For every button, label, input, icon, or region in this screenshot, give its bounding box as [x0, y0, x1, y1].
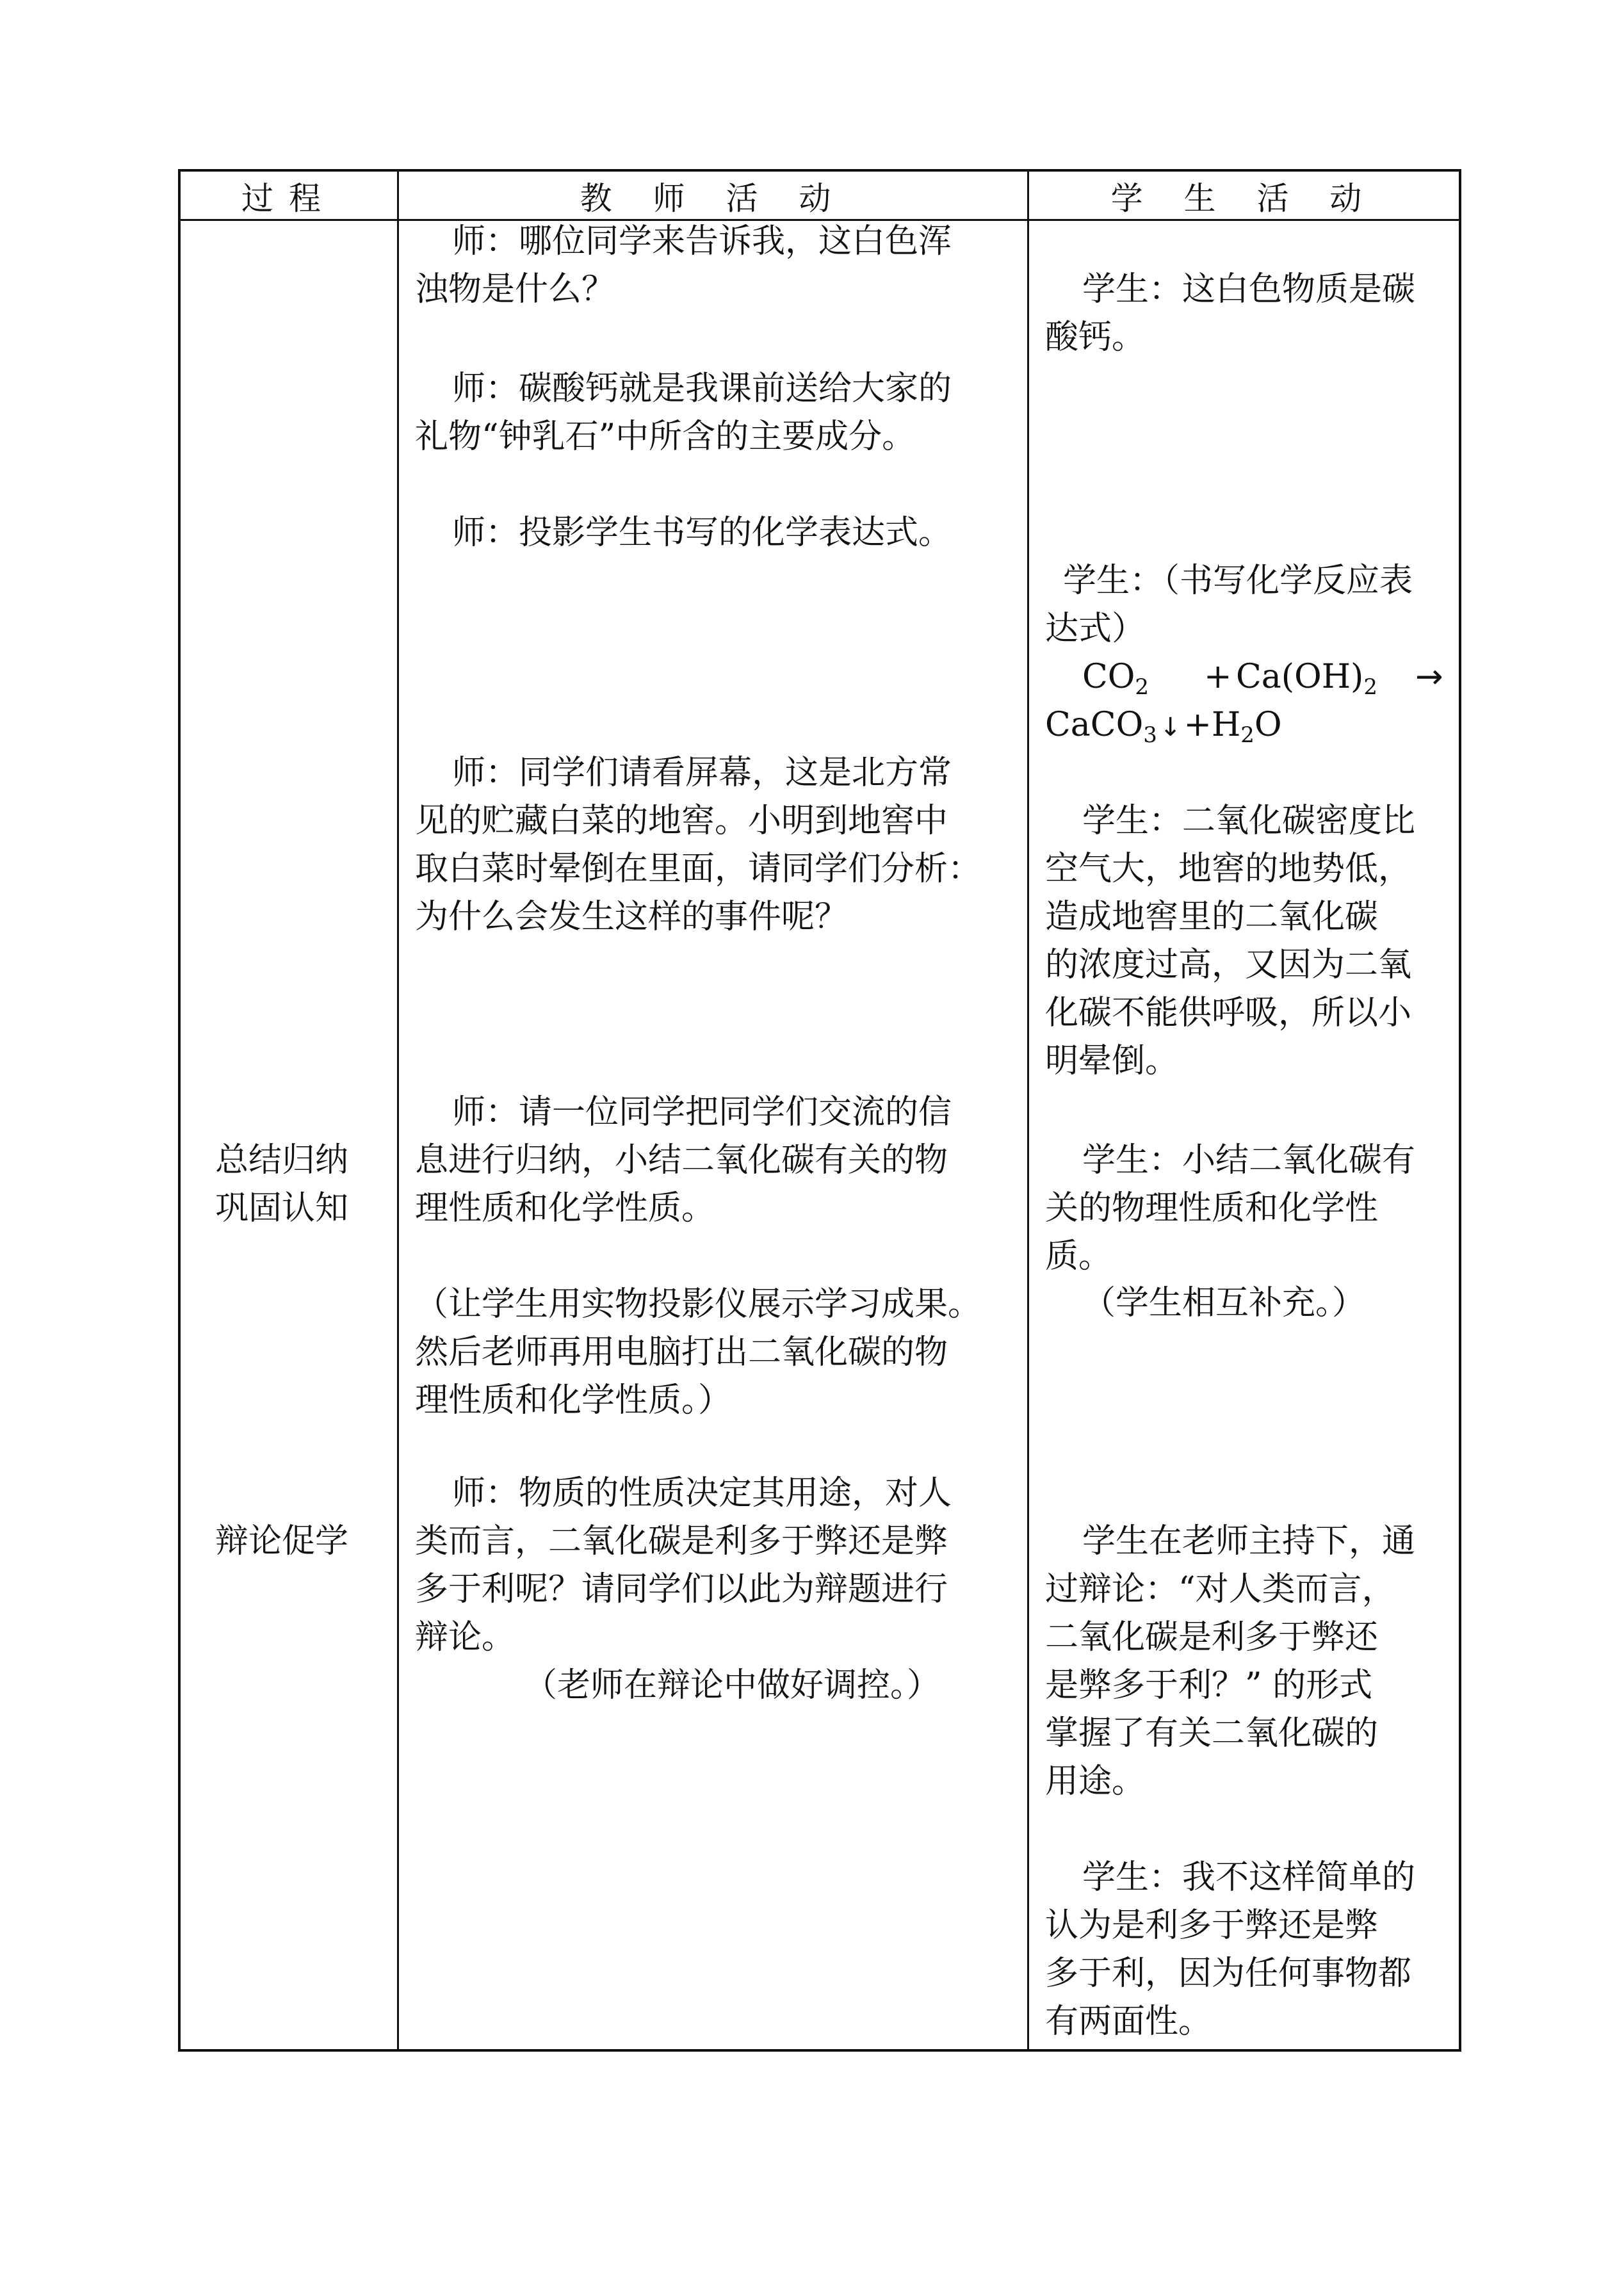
header-teacher-activity: [399, 170, 1027, 222]
teacher-question-1-line2: 浊物是什么？: [415, 270, 615, 309]
student-answer-6-line1: 学生在老师主持下，通: [1082, 1522, 1416, 1561]
header-process-label: 过程: [241, 180, 336, 217]
student-answer-4-line1: 学生：小结二氧化碳有: [1082, 1141, 1416, 1180]
student-answer-3-line1: 学生：二氧化碳密度比: [1082, 802, 1416, 840]
teacher-question-7-line2: 类而言，二氧化碳是利多于弊还是弊: [415, 1522, 948, 1561]
student-answer-6-line5: 掌握了有关二氧化碳的: [1045, 1714, 1379, 1753]
student-answer-2-line1: 学生：（书写化学反应表: [1063, 562, 1413, 600]
student-answer-6-line2: 过辩论：“对人类而言，: [1045, 1570, 1395, 1609]
student-answer-3-line4: 的浓度过高，又因为二氧: [1045, 946, 1412, 984]
equation-arrow: →: [1415, 658, 1443, 696]
student-answer-3-line2: 空气大，地窖的地势低，: [1045, 850, 1412, 888]
teacher-remark-2-line1: 师：碳酸钙就是我课前送给大家的: [452, 369, 952, 408]
teacher-note-6-line2: 然后老师再用电脑打出二氧化碳的物: [415, 1333, 948, 1372]
process-stage-summary-line2: 巩固认知: [215, 1189, 349, 1228]
student-answer-1-line2: 酸钙。: [1045, 318, 1146, 357]
student-answer-4-line3: 质。: [1045, 1237, 1112, 1276]
student-answer-3-line6: 明晕倒。: [1045, 1042, 1179, 1080]
teacher-question-1-line1: 师：哪位同学来告诉我，这白色浑: [452, 222, 952, 261]
process-stage-summary-line1: 总结归纳: [215, 1141, 349, 1180]
teacher-instruction-5-line1: 师：请一位同学把同学们交流的信: [452, 1093, 952, 1131]
teacher-question-7-line1: 师：物质的性质决定其用途，对人: [452, 1474, 952, 1512]
student-answer-2-line2: 达式）: [1045, 610, 1146, 648]
teacher-instruction-5-line2: 息进行归纳，小结二氧化碳有关的物: [415, 1141, 948, 1180]
chemical-equation-line1: [1082, 654, 1447, 700]
student-answer-6-line4: 是弊多于利？” 的形式: [1045, 1666, 1373, 1705]
teacher-remark-2-line2: 礼物“钟乳石”中所含的主要成分。: [415, 418, 916, 456]
equation-caco3: CaCO$_3$: [1045, 706, 1157, 748]
student-answer-3-line5: 化碳不能供呼吸，所以小: [1045, 994, 1412, 1032]
table-border-right: [1459, 169, 1461, 2052]
student-note-5: （学生相互补充。）: [1082, 1284, 1366, 1322]
teacher-question-7-line3: 多于利呢？请同学们以此为辩题进行: [415, 1570, 948, 1609]
teacher-question-4-line2: 见的贮藏白菜的地窖。小明到地窖中: [415, 802, 948, 840]
teacher-question-4-line3: 取白菜时晕倒在里面，请同学们分析：: [415, 850, 982, 888]
student-answer-7-line4: 有两面性。: [1045, 2002, 1212, 2041]
student-answer-3-line3: 造成地窖里的二氧化碳: [1045, 898, 1379, 936]
teacher-remark-3: 师：投影学生书写的化学表达式。: [452, 514, 952, 552]
student-answer-7-line1: 学生：我不这样简单的: [1082, 1858, 1416, 1897]
student-answer-6-line6: 用途。: [1045, 1762, 1146, 1801]
equation-co2: $CO_2$: [1082, 658, 1149, 700]
teacher-note-6-line1: （让学生用实物投影仪展示学习成果。: [415, 1285, 982, 1324]
student-answer-1-line1: 学生：这白色物质是碳: [1082, 270, 1416, 309]
equation-plus: +: [1204, 658, 1232, 696]
equation-caoh2: $Ca(OH)_2$: [1236, 658, 1377, 700]
student-answer-4-line2: 关的物理性质和化学性: [1045, 1189, 1379, 1228]
chemical-equation-line2: [1045, 702, 1282, 750]
student-answer-7-line3: 多于利，因为任何事物都: [1045, 1954, 1412, 1993]
header-teacher-label: 教 师 活 动: [580, 180, 847, 217]
table-col-divider-2: [1027, 169, 1029, 2052]
teacher-note-6-line3: 理性质和化学性质。）: [415, 1381, 732, 1420]
equation-precipitate-arrow: ↓: [1159, 713, 1181, 742]
teacher-question-4-line1: 师：同学们请看屏幕，这是北方常: [452, 754, 952, 792]
teacher-question-7-line4: 辩论。: [415, 1618, 516, 1657]
table-col-divider-1: [397, 169, 399, 2052]
equation-h2o: $+H_2O$: [1183, 706, 1282, 748]
table-border-bottom: [178, 2049, 1461, 2052]
header-student-activity: [1029, 170, 1459, 222]
teacher-question-4-line4: 为什么会发生这样的事件呢？: [415, 898, 849, 936]
process-stage-debate: 辩论促学: [215, 1522, 349, 1561]
student-answer-6-line3: 二氧化碳是利多于弊还: [1045, 1618, 1379, 1657]
table-border-left: [178, 169, 181, 2052]
header-student-label: 学 生 活 动: [1110, 180, 1377, 217]
student-answer-7-line2: 认为是利多于弊还是弊: [1045, 1906, 1379, 1945]
header-process: [181, 170, 397, 222]
teacher-instruction-5-line3: 理性质和化学性质。: [415, 1189, 715, 1228]
teacher-note-8: （老师在辩论中做好调控。）: [524, 1666, 941, 1705]
